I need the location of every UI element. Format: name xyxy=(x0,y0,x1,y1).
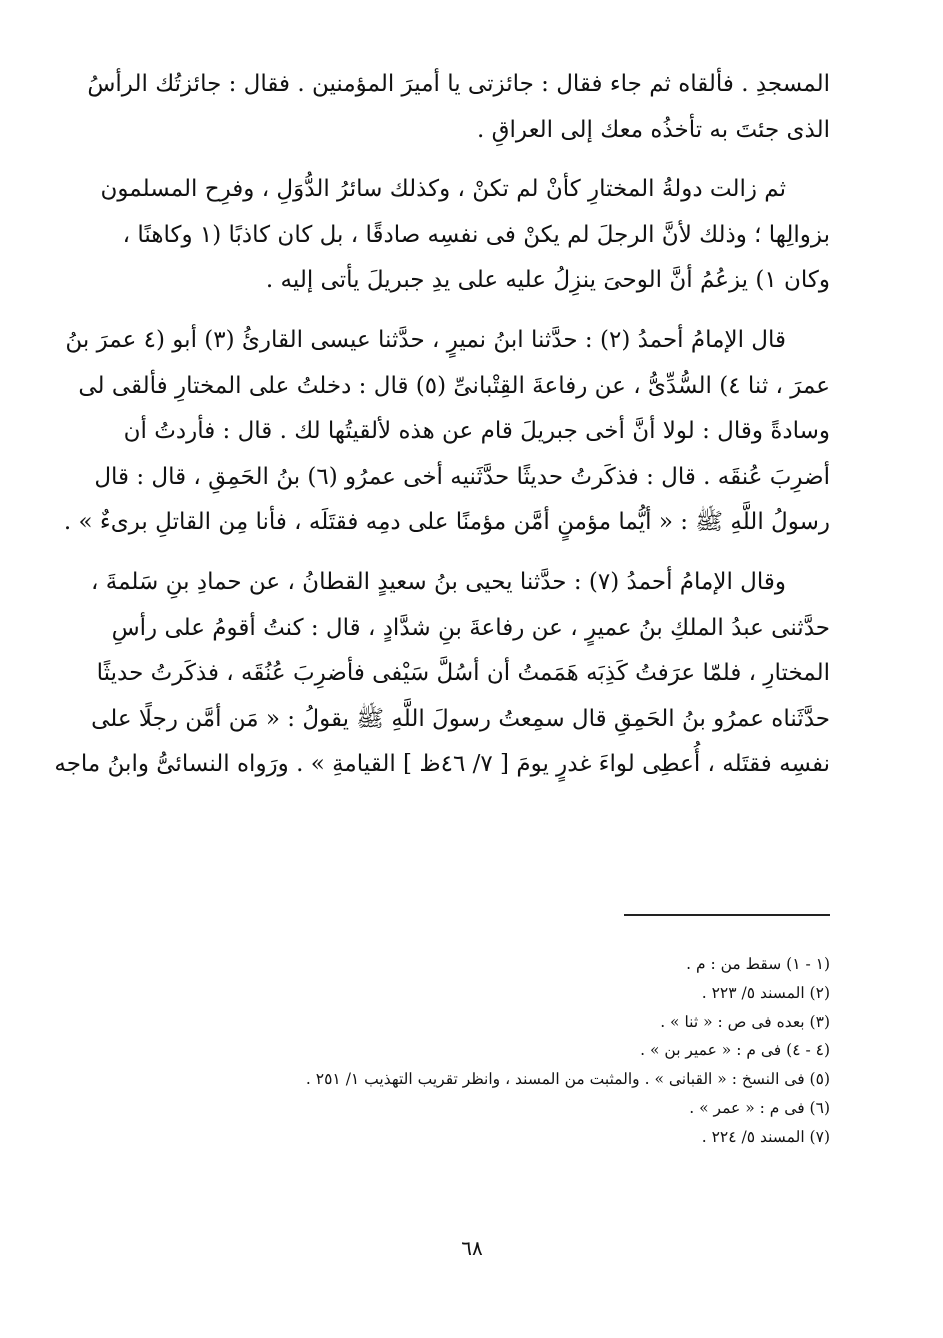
text-line: نفسِه فقتَله ، أُعطِى لواءَ غدرٍ يومَ [ ٧/ ٤٦ظ ] القيامةِ » . ورَواه النسائىُّ وابنُ ماجه xyxy=(54,751,830,778)
footnote: (٤ - ٤) فى م : « عمير بن » . xyxy=(640,1041,830,1060)
footnote: (٣) بعده فى ص : « ثنا » . xyxy=(660,1012,830,1031)
footnote: (١ - ١) سقط من : م . xyxy=(686,955,830,973)
paragraph xyxy=(100,167,830,304)
text-line: حدَّثنى عبدُ الملكِ بنُ عميرٍ ، عن رفاعةَ بنِ شدَّادٍ ، قال : كنتُ أقومُ على رأسِ xyxy=(111,614,830,641)
text-line: عمرَ ، ثنا ٤) السُّدِّىُّ ، عن رفاعةَ القِتْبانىِّ (٥) قال : دخلتُ على المختارِ فألقى لى xyxy=(78,372,830,399)
footnote-divider xyxy=(624,914,830,916)
text-line: ثم زالت دولةُ المختارِ كأنْ لم تكنْ ، وكذلك سائرُ الدُّوَلِ ، وفرِح المسلمون xyxy=(100,176,786,203)
text-line: وسادةً وقال : لولا أنَّ أخى جبريلَ قام عن هذه لألقيتُها لك . قال : فأردتُ أن xyxy=(123,418,830,445)
text-line: المسجدِ . فألقاه ثم جاء فقال : جائزتى يا أميرَ المؤمنين . فقال : جائزتُك الرأسُ xyxy=(87,71,830,97)
text-line: بزوالِها ؛ وذلك لأنَّ الرجلَ لم يكنْ فى نفسِه صادقًا ، بل كان كاذبًا (١ وكاهنًا ، xyxy=(122,221,830,248)
footnote: (٦) فى م : « عمر » . xyxy=(689,1098,830,1117)
main-text xyxy=(54,62,830,788)
text-line: المختارِ ، فلمّا عرَفتُ كَذِبَه هَمَمتُ أن أسُلَّ سَيْفى فأضرِبَ عُنُقَه ، فذكَرتُ حديثًا xyxy=(96,660,830,687)
footnotes xyxy=(118,950,830,1152)
text-line: أضرِبَ عُنقَه . قال : فذكَرتُ حديثًا حدَّثَنيه أخى عمرُو (٦) بنُ الحَمِقِ ، قال : قال xyxy=(94,463,830,490)
text-line: وقال الإمامُ أحمدُ (٧) : حدَّثنا يحيى بنُ سعيدٍ القطانُ ، عن حمادِ بنِ سَلمةَ ، xyxy=(91,568,786,595)
footnote: (٧) المسند ٥/ ٢٢٤ . xyxy=(701,1127,830,1146)
paragraph xyxy=(87,62,830,153)
footnote: (٢) المسند ٥/ ٢٢٣ . xyxy=(701,983,830,1002)
footnote: (٥) فى النسخ : « القبانى » . والمثبت من المسند ، وانظر تقريب التهذيب ١/ ٢٥١ . xyxy=(305,1070,830,1089)
text-line: وكان ١) يزعُمُ أنَّ الوحىَ ينزِلُ عليه على يدِ جبريلَ يأتى إليه . xyxy=(265,267,830,294)
text-line: الذى جئتَ به تأخذُه معك إلى العراقِ . xyxy=(477,116,830,143)
text-line: رسولُ اللَّهِ ﷺ : « أيُّما مؤمنٍ أمَّن مؤمنًا على دمِه فقتَلَه ، فأنا مِن القاتلِ برىءٌ » . xyxy=(63,509,830,536)
text-line: حدَّثَناه عمرُو بنُ الحَمِقِ قال سمِعتُ رسولَ اللَّهِ ﷺ يقولُ : « مَن أمَّن رجلًا على xyxy=(91,705,830,732)
paragraph xyxy=(54,560,830,788)
page-number: ٦٨ xyxy=(461,1236,483,1260)
paragraph xyxy=(63,318,830,546)
text-line: قال الإمامُ أحمدُ (٢) : حدَّثنا ابنُ نميرٍ ، حدَّثنا عيسى القارئُ (٣) أبو (٤ عمرَ بنُ xyxy=(65,326,786,353)
